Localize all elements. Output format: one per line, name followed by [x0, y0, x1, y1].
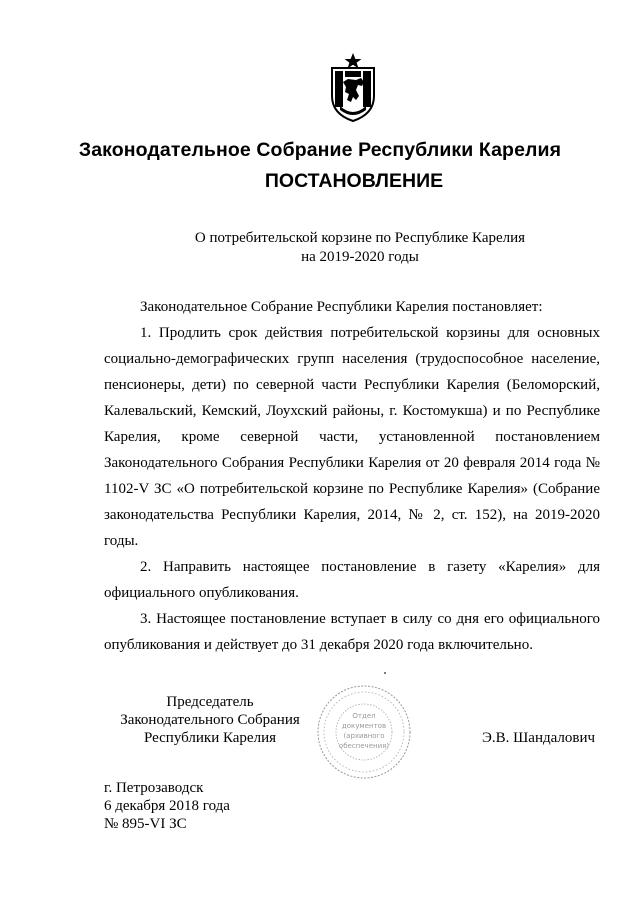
official-stamp-icon [314, 682, 414, 782]
document-subject [150, 229, 570, 267]
body-item-3: 3. Настоящее постановление вступает в силу со дня его официального опубликования и действует до 31 декабря 2020 года включительно. [104, 611, 600, 653]
signatory-title-line-1: Председатель [166, 694, 254, 710]
stamp-line-1: Отдел [352, 712, 376, 720]
signatory-title [100, 693, 320, 747]
document-body [104, 294, 600, 658]
organization-title: Законодательное Собрание Республики Карелия [78, 139, 562, 161]
body-intro: Законодательное Собрание Республики Карелия постановляет: [140, 299, 543, 315]
signatory-title-line-2: Законодательного Собрания [120, 712, 300, 728]
subject-line-1: О потребительской корзине по Республике Карелия [194, 230, 526, 246]
speck [384, 672, 386, 674]
stamp-line-3: (архивного [343, 732, 385, 740]
karelia-coat-of-arms-icon [326, 52, 380, 122]
stamp-line-2: документов [341, 722, 387, 730]
signatory-name: Э.В. Шандалович [482, 730, 596, 746]
body-item-1: 1. Продлить срок действия потребительской корзины для основных социально-демографических групп населения (трудоспособное население, пенсионеры, дети) по северной части Республики Карелия (Беломорский, Калевальский, Кемский, Лоухский районы, г. Костомукша) и по Республике Карелия, кроме северной части, установленной постановлением Законодательного Собрания Республики Карелия от 20 февраля 2014 года № 1102-V ЗС «О потребительской корзине по Республике Карелия» (Собрание законодательства Республики Карелия, 2014, № 2, ст. 152), на 2019-2020 годы. [104, 325, 600, 549]
subject-line-2: на 2019-2020 годы [301, 249, 419, 265]
footer-city: г. Петрозаводск [104, 780, 204, 796]
footer-date: 6 декабря 2018 года [104, 798, 230, 814]
document-footer [104, 779, 230, 833]
signatory-title-line-3: Республики Карелия [143, 730, 277, 746]
body-item-2: 2. Направить настоящее постановление в газету «Карелия» для официального опубликования. [104, 559, 600, 601]
document-type: ПОСТАНОВЛЕНИЕ [264, 170, 444, 192]
stamp-line-4: обеспечения) [338, 742, 390, 750]
footer-number: № 895-VI ЗС [104, 816, 187, 832]
